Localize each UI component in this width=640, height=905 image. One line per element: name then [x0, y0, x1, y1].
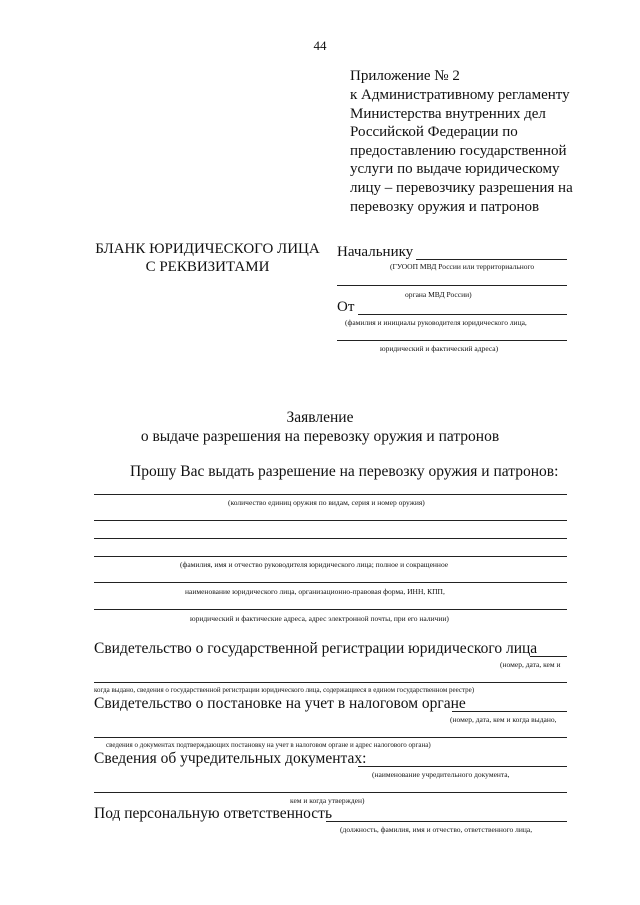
responsibility-field[interactable]: [326, 821, 567, 822]
from-hint2: юридический и фактический адреса): [380, 344, 499, 353]
blank-line[interactable]: [94, 538, 567, 539]
head-hint: (фамилия, имя и отчество руководителя юридического лица; полное и сокращенное: [180, 560, 449, 569]
statement-title: Заявление: [286, 409, 354, 426]
appendix-body: [350, 86, 582, 216]
request-text: Прошу Вас выдать разрешение на перевозку оружия и патронов:: [130, 463, 559, 480]
address-hint: юридический и фактические адреса, адрес электронной почты, при его наличии): [190, 614, 449, 623]
appendix-line: перевозку оружия и патронов: [350, 198, 540, 215]
appendix-title: Приложение № 2: [350, 68, 460, 84]
tax-hint1: (номер, дата, кем и когда выдано,: [450, 715, 557, 724]
tax-label: Свидетельство о постановке на учет в налоговом органе: [94, 695, 466, 712]
to-hint1: (ГУООП МВД России или территориального: [390, 262, 535, 271]
letterhead-line1: БЛАНК ЮРИДИЧЕСКОГО ЛИЦА: [95, 241, 320, 257]
founding-hint2: кем и когда утвержден): [290, 796, 365, 805]
address-field[interactable]: [94, 609, 567, 610]
weapons-field[interactable]: [94, 494, 567, 495]
from-field[interactable]: [358, 314, 567, 315]
registration-hint1: (номер, дата, кем и: [500, 660, 561, 669]
page-number: 44: [313, 38, 327, 53]
tax-hint2: сведения о документах подтверждающих постановку на учет в налоговом органе и адрес налогового органа): [106, 741, 431, 749]
weapons-hint: (количество единиц оружия по видам, серия и номер оружия): [228, 498, 425, 507]
blank-line[interactable]: [94, 520, 567, 521]
registration-label: Свидетельство о государственной регистрации юридического лица: [94, 640, 538, 657]
registration-field[interactable]: [530, 656, 567, 657]
appendix-line: предоставлению государственной: [350, 142, 567, 159]
founding-label: Сведения об учредительных документах:: [94, 750, 367, 767]
statement-subtitle: о выдаче разрешения на перевозку оружия и патронов: [140, 428, 500, 445]
responsibility-label: Под персональную ответственность: [94, 805, 333, 822]
name-hint: наименование юридического лица, организационно-правовая форма, ИНН, КПП,: [185, 587, 445, 596]
founding-hint1: (наименование учредительного документа,: [372, 770, 510, 779]
appendix-line: к Административному регламенту: [350, 87, 570, 103]
founding-field-line2[interactable]: [94, 792, 567, 793]
letterhead-line2: С РЕКВИЗИТАМИ: [145, 259, 270, 275]
appendix-line: Российской Федерации по: [350, 124, 518, 141]
letterhead-placeholder: [95, 240, 320, 276]
appendix-line: услуги по выдаче юридическому: [350, 161, 560, 178]
name-field[interactable]: [94, 582, 567, 583]
tax-field-line2[interactable]: [94, 737, 567, 738]
from-label: От: [337, 299, 355, 315]
head-field[interactable]: [94, 556, 567, 557]
from-field-line2[interactable]: [337, 340, 567, 341]
to-field[interactable]: [416, 259, 567, 260]
appendix-line: лицу – перевозчику разрешения на: [350, 179, 573, 196]
responsibility-hint1: (должность, фамилия, имя и отчество, ответственного лица,: [340, 825, 533, 834]
registration-field-line2[interactable]: [94, 682, 567, 683]
to-label: Начальнику: [337, 244, 414, 260]
to-hint2: органа МВД России): [405, 290, 472, 299]
tax-field[interactable]: [452, 711, 567, 712]
appendix-line: Министерства внутренних дел: [350, 105, 546, 122]
from-hint1: (фамилия и инициалы руководителя юридического лица,: [345, 318, 527, 327]
founding-field[interactable]: [358, 766, 567, 767]
registration-hint2: когда выдано, сведения о государственной регистрации юридического лица, содержащиеся в едином государственном реестре): [94, 686, 475, 694]
to-field-line2[interactable]: [337, 285, 567, 286]
